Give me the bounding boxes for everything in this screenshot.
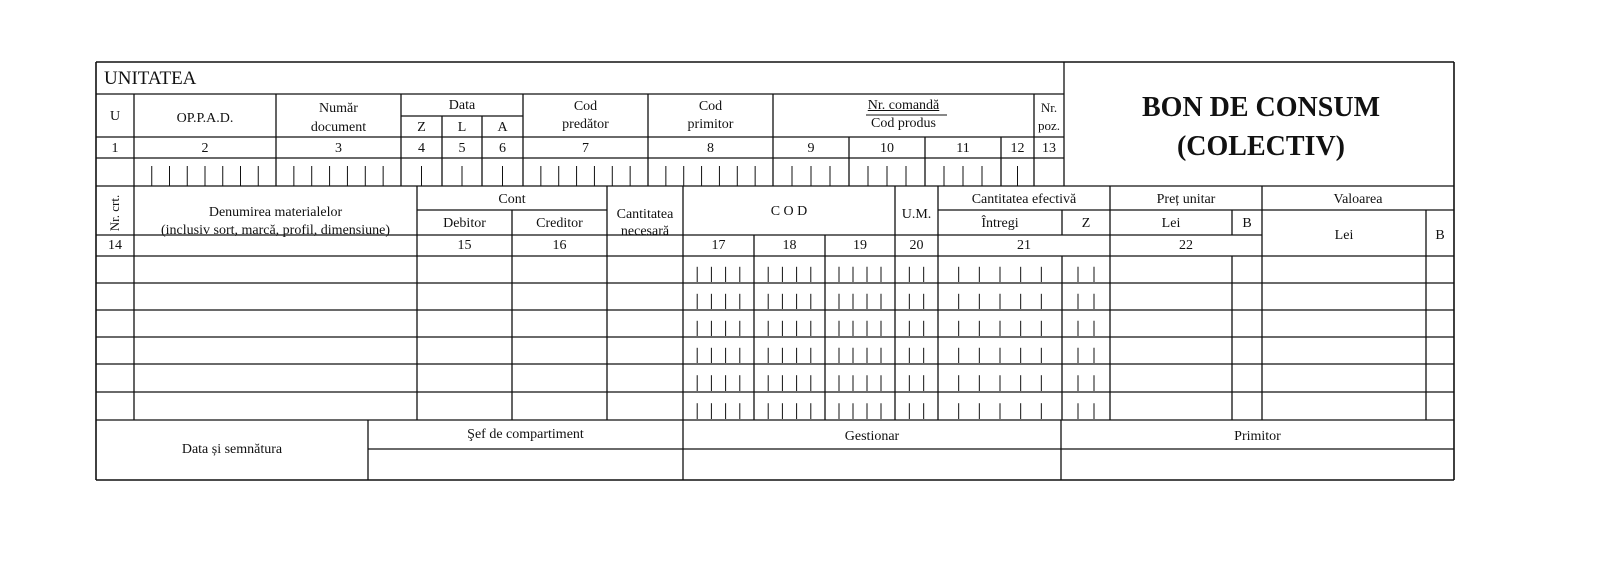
necesara-label: necesară [620, 224, 670, 239]
header-cod-primitor-1: Cod [698, 99, 723, 114]
header-num-3: 3 [335, 141, 342, 156]
um-label: U.M. [901, 207, 932, 222]
header-num-2: 2 [201, 141, 209, 156]
nr-crt-label: Nr. crt. [107, 194, 122, 232]
header-num-8: 8 [707, 141, 714, 156]
header-numar: Număr [319, 101, 358, 116]
body-num-21: 21 [1017, 238, 1031, 253]
sef-compartiment-label: Şef de compartiment [467, 427, 584, 442]
header-oppad: OP.P.A.D. [176, 111, 234, 126]
header-num-9: 9 [807, 141, 815, 156]
header-num-12: 12 [1010, 141, 1025, 156]
intregi-label: Întregi [981, 216, 1019, 231]
body-num-15: 15 [457, 238, 472, 253]
header-nr: Nr. [1040, 100, 1058, 115]
header-poz: poz. [1037, 118, 1061, 133]
efectiva-z-label: Z [1081, 216, 1091, 231]
pret-lei-label: Lei [1161, 216, 1181, 231]
data-semnatura-label: Data și semnătura [181, 442, 283, 457]
header-num-13: 13 [1042, 141, 1056, 156]
creditor-label: Creditor [536, 216, 583, 231]
valoarea-lei-label: Lei [1334, 228, 1354, 243]
body-num-19: 19 [853, 238, 867, 253]
pret-unitar-label: Preț unitar [1156, 192, 1216, 207]
header-data-l: L [457, 120, 467, 135]
denumire-label-1: Denumirea materialelor [208, 205, 343, 220]
form-title-line1: BON DE CONSUM [1141, 92, 1380, 123]
denumire-label-2: (inclusiv sort, marcă, profil, dimensiune) [161, 223, 390, 238]
pret-b-label: B [1242, 216, 1252, 231]
gestionar-label: Gestionar [844, 429, 900, 444]
header-num-6: 6 [499, 141, 506, 156]
header-document: document [310, 120, 367, 135]
valoarea-label: Valoarea [1333, 192, 1383, 207]
form-title-line2: (COLECTIV) [1176, 131, 1345, 162]
header-data: Data [448, 98, 476, 113]
unit-label: UNITATEA [104, 68, 197, 89]
cont-label: Cont [498, 192, 526, 207]
header-num-4: 4 [418, 141, 425, 156]
header-data-z: Z [417, 120, 426, 135]
header-cod-predator-1: Cod [573, 99, 598, 114]
body-num-18: 18 [782, 238, 797, 253]
header-num-5: 5 [458, 141, 466, 156]
header-nr-comanda: Nr. comandă [867, 98, 940, 113]
valoarea-b-label: B [1435, 228, 1445, 243]
header-num-1: 1 [111, 141, 119, 156]
header-cod-predator-2: predător [562, 117, 609, 132]
body-num-17: 17 [711, 238, 726, 253]
header-num-7: 7 [582, 141, 589, 156]
body-num-14: 14 [108, 238, 122, 253]
primitor-label: Primitor [1234, 429, 1281, 444]
cantitatea-efectiva-label: Cantitatea efectivă [971, 192, 1077, 207]
body-num-16: 16 [552, 238, 567, 253]
header-num-10: 10 [880, 141, 894, 156]
body-num-22: 22 [1179, 238, 1193, 253]
debitor-label: Debitor [443, 216, 486, 231]
header-cod-primitor-2: primitor [687, 117, 734, 132]
header-u: U [109, 109, 121, 124]
body-num-20: 20 [909, 238, 924, 253]
cantitatea-label: Cantitatea [616, 207, 674, 222]
header-cod-produs: Cod produs [871, 116, 936, 131]
header-num-11: 11 [956, 141, 970, 156]
header-data-a: A [497, 120, 508, 135]
cod-label: C O D [770, 204, 808, 219]
